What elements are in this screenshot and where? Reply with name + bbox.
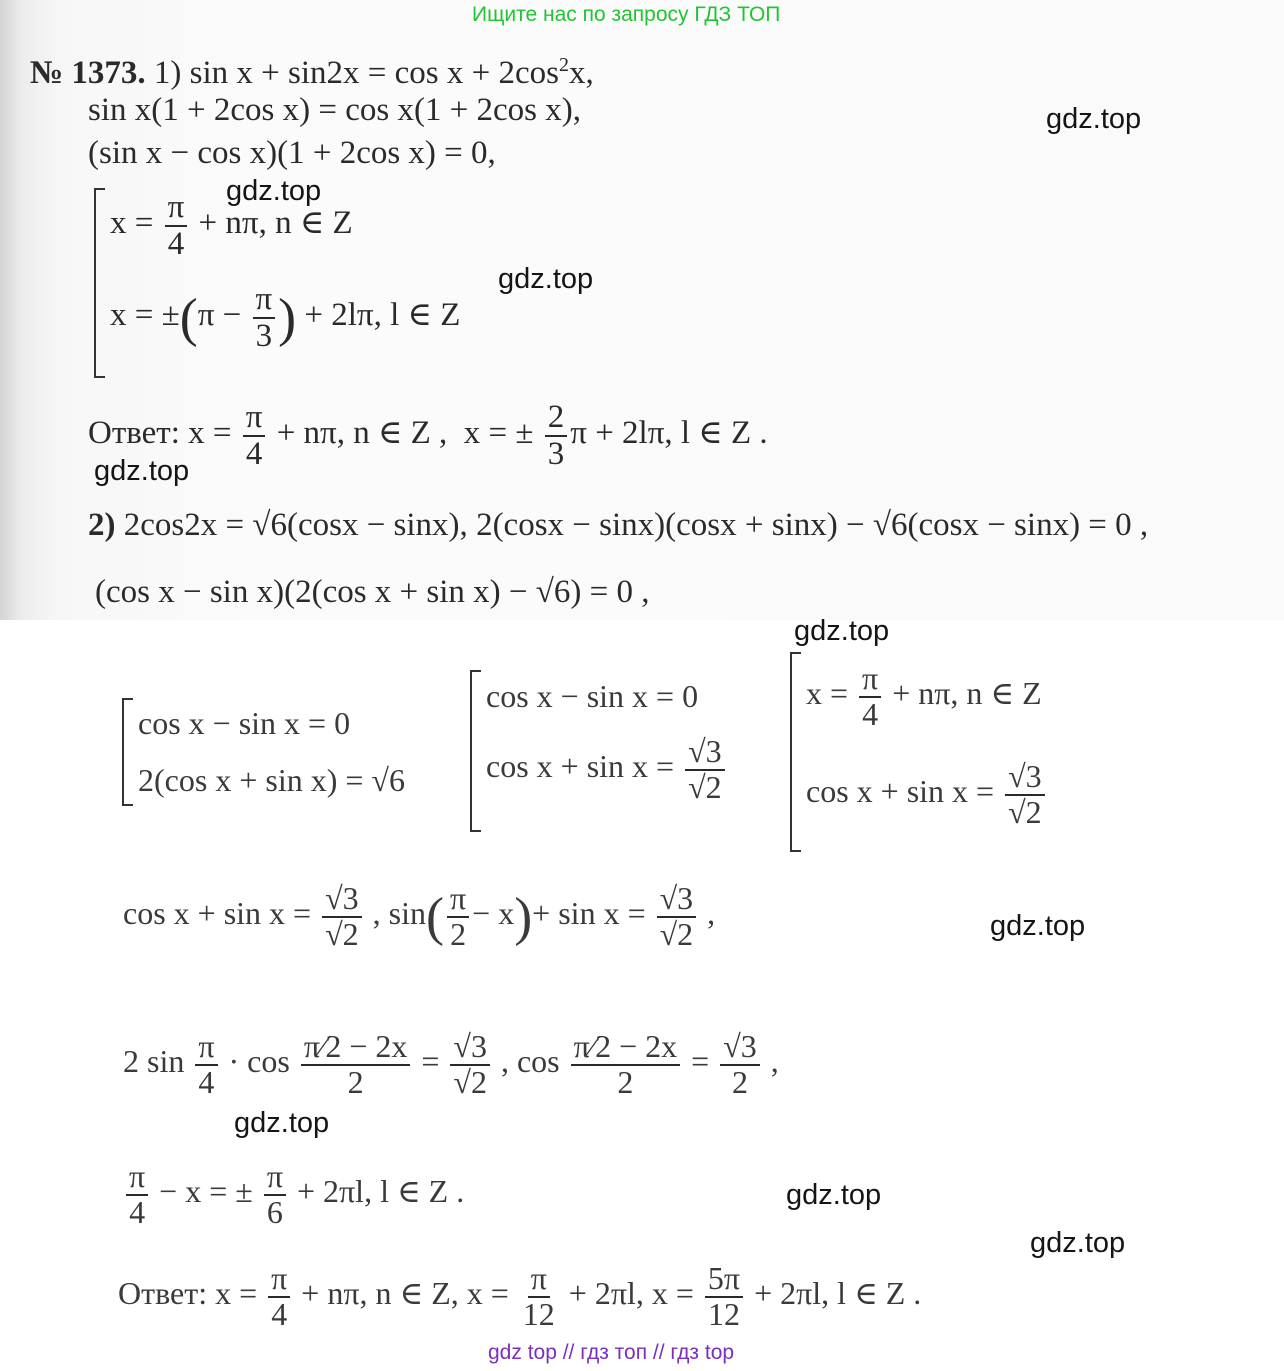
part1-answer <box>88 400 768 471</box>
part2-answer <box>118 1262 921 1331</box>
eqC-den1: 4 <box>129 1193 146 1230</box>
system-bracket <box>94 188 105 378</box>
case2-lhs: x = ± <box>110 297 180 334</box>
answer2-x1-rhs: + nπ, n ∈ Z, <box>301 1274 459 1311</box>
eqA-den2: √2 <box>659 915 694 952</box>
eqB-fraction-1 <box>195 1030 217 1099</box>
sysB-row2 <box>486 735 728 804</box>
case1-rhs: + nπ, n ∈ Z <box>198 205 353 242</box>
part1-line2: sin x(1 + 2cos x) = cos x(1 + 2cos x), <box>88 92 582 128</box>
eqC-mid: − x = ± <box>159 1172 253 1209</box>
problem-number: № 1373. <box>30 55 146 91</box>
sysC-row2-num: √3 <box>1005 760 1045 796</box>
answer2-x1-lhs: x = <box>215 1274 258 1311</box>
eqB-sep: , <box>500 1042 509 1079</box>
sysC-row2-fraction <box>1005 760 1045 829</box>
part2-line1b: 2(cosx − sinx)(cosx + sinx) − √6(cosx − sinx) = 0 , <box>476 507 1149 543</box>
answer2-x2-rhs: + 2πl, <box>568 1274 644 1311</box>
answer-x2-rhs: π + 2lπ, l ∈ Z . <box>570 415 768 452</box>
eqB-end: , <box>770 1042 779 1079</box>
eqB-pre: 2 sin <box>123 1042 185 1079</box>
part1-line3: (sin x − cos x)(1 + 2cos x) = 0, <box>88 135 496 171</box>
part2-eqC <box>123 1160 464 1229</box>
eqB-eq2: = <box>691 1042 710 1079</box>
eqB-den1: 4 <box>198 1063 215 1100</box>
eqB-num1: π <box>195 1030 217 1066</box>
answer-x1-lhs: x = <box>188 415 232 452</box>
eqB-num4: π⁄2 − 2x <box>571 1030 681 1066</box>
answer-x1-den: 4 <box>245 435 263 472</box>
part2-line1 <box>88 505 1148 545</box>
part1-case-2: x = ±(π − $\frac{\pi}{3}$ ) + 2lπ, l ∈ Z <box>110 281 461 354</box>
eqA-fraction-2 <box>657 882 697 951</box>
answer2-x3-lhs: x = <box>651 1274 694 1311</box>
case2-rhs: + 2lπ, l ∈ Z <box>304 297 461 334</box>
part2-line2: (cos x − sin x)(2(cos x + sin x) − √6) = 0 , <box>95 574 650 610</box>
sysB-fraction <box>685 735 725 804</box>
system-bracket <box>790 652 801 852</box>
problem-line-1 <box>30 45 594 93</box>
eqC-den2: 6 <box>266 1193 283 1230</box>
eqA-inner-fraction <box>447 882 469 951</box>
case1-num: π <box>165 190 188 227</box>
eqA-sep: , <box>372 894 381 931</box>
eqB-fraction-4 <box>571 1030 681 1099</box>
watermark: gdz.top <box>794 615 890 647</box>
sysC-row1-rhs: + nπ, n ∈ Z <box>892 674 1042 711</box>
watermark: gdz.top <box>226 175 322 207</box>
sysB-row1: cos x − sin x = 0 <box>486 678 699 714</box>
sysC-row2 <box>806 760 1048 829</box>
sysA-row2: 2(cos x + sin x) = √6 <box>138 762 405 798</box>
sysB-row2-lhs: cos x + sin x = <box>486 747 675 784</box>
answer-x2-num: 2 <box>545 400 568 437</box>
eqB-eq: = <box>421 1042 440 1079</box>
answer2-x3-den: 12 <box>708 1295 740 1332</box>
part2-eqB <box>123 1030 779 1099</box>
case1-den: 4 <box>167 225 185 262</box>
sysC-row1-den: 4 <box>862 695 879 732</box>
case2-fraction <box>253 282 276 353</box>
sysB-den: √2 <box>688 768 722 805</box>
eqB-fraction-3 <box>450 1030 490 1099</box>
answer-x2-lhs: x = ± <box>463 415 534 452</box>
case2-mid: π − <box>197 297 242 334</box>
header-link[interactable]: Ищите нас по запросу ГДЗ ТОП <box>472 3 781 26</box>
watermark: gdz.top <box>498 263 594 295</box>
eqB-num3: √3 <box>450 1030 490 1066</box>
case1-fraction <box>165 190 188 261</box>
eqB-num5: √3 <box>720 1030 760 1066</box>
eqA-den: √2 <box>325 915 359 952</box>
eqB-den4: 2 <box>617 1063 634 1100</box>
eqC-fraction-2 <box>264 1160 286 1229</box>
eqC-num1: π <box>126 1160 148 1196</box>
sysA-row1: cos x − sin x = 0 <box>138 705 351 741</box>
answer2-x1-num: π <box>268 1262 290 1298</box>
part1-label: 1) <box>153 55 182 91</box>
watermark: gdz.top <box>1046 103 1142 135</box>
part1-line1: sin x + sin2x = cos x + 2cos <box>189 55 560 91</box>
answer2-label: Ответ: <box>118 1274 208 1311</box>
sysB-num: √3 <box>685 735 725 771</box>
answer2-x3-num: 5π <box>705 1262 743 1298</box>
case1-lhs: x = <box>110 205 154 242</box>
eqC-fraction-1 <box>126 1160 148 1229</box>
sysC-row1-num: π <box>859 662 881 698</box>
eqC-rhs: + 2πl, l ∈ Z . <box>296 1172 465 1209</box>
answer-x1-fraction <box>243 400 266 471</box>
sysC-row2-den: √2 <box>1008 793 1042 830</box>
system-bracket <box>470 670 481 832</box>
eqA-fraction-1 <box>322 882 362 951</box>
eqB-cos: cos <box>516 1042 560 1079</box>
eqB-fraction-5 <box>720 1030 760 1099</box>
part2-label: 2) <box>88 507 116 543</box>
eqA-num: √3 <box>322 882 362 918</box>
watermark: gdz.top <box>1030 1227 1126 1259</box>
watermark: gdz.top <box>234 1107 330 1139</box>
eqC-num2: π <box>264 1160 286 1196</box>
eqA-lhs: cos x + sin x = <box>123 894 312 931</box>
answer2-x1-fraction <box>268 1262 290 1331</box>
answer-x1-rhs: + nπ, n ∈ Z , <box>276 415 448 452</box>
part1-line1-sup: 2 <box>559 54 570 76</box>
part1-line1-tail: x, <box>569 55 594 91</box>
eqB-den5: 2 <box>732 1063 748 1100</box>
answer2-x2-num: π <box>528 1262 550 1298</box>
eqA-num2: √3 <box>657 882 697 918</box>
eqA-mid: sin <box>388 894 426 931</box>
sysC-row1 <box>806 662 1042 731</box>
eqA-inner-num: π <box>447 882 469 918</box>
watermark: gdz.top <box>990 910 1086 942</box>
sysC-row1-fraction <box>859 662 881 731</box>
watermark: gdz.top <box>94 455 190 487</box>
eqA-inner-den: 2 <box>450 915 467 952</box>
case2-num: π <box>253 282 276 319</box>
eqB-den3: √2 <box>453 1063 487 1100</box>
answer2-x1-den: 4 <box>271 1295 288 1332</box>
part2-line1a: 2cos2x = √6(cosx − sinx), <box>123 507 468 543</box>
eqB-den2: 2 <box>347 1063 364 1100</box>
answer-label: Ответ: <box>88 415 180 452</box>
answer-x2-den: 3 <box>547 435 565 472</box>
watermark: gdz.top <box>786 1179 882 1211</box>
footer-links[interactable]: gdz top // гдз топ // гдз top <box>488 1341 735 1364</box>
eqB-dot: · cos <box>228 1042 290 1079</box>
eqB-num2: π⁄2 − 2x <box>301 1030 411 1066</box>
sysC-row1-lhs: x = <box>806 674 849 711</box>
eqA-inner-rest: − x <box>472 894 515 931</box>
part2-eqA: cos x + sin x = $\frac{√3}{√2}$ , sin( $\frac{\pi}{2}$ − x)+ sin x = $\frac{√3}{√2}$ , <box>123 880 716 952</box>
eqA-end: , <box>707 894 716 931</box>
eqA-rhs: + sin x = <box>532 894 646 931</box>
eqB-fraction-2 <box>301 1030 411 1099</box>
answer2-x2-fraction <box>520 1262 558 1331</box>
answer-x2-fraction <box>545 400 568 471</box>
answer2-x3-rhs: + 2πl, l ∈ Z . <box>754 1274 922 1311</box>
case2-den: 3 <box>255 317 273 354</box>
answer-x1-num: π <box>243 400 266 437</box>
sysC-row2-lhs: cos x + sin x = <box>806 772 995 809</box>
answer2-x2-lhs: x = <box>466 1274 509 1311</box>
system-bracket <box>122 698 133 806</box>
answer2-x2-den: 12 <box>522 1295 555 1332</box>
answer2-x3-fraction <box>705 1262 743 1331</box>
